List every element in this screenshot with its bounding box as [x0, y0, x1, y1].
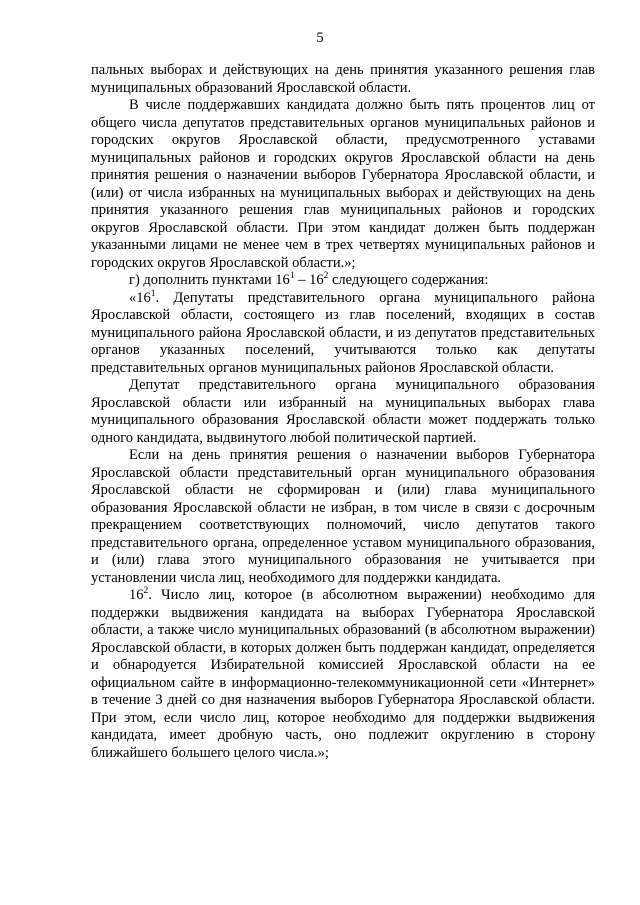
paragraph-unformed-body: Если на день принятия решения о назначении выборов Губернатора Ярославской области представительный орган муниципального образования Ярославской области не сформирован и (или) глава муниципального образования Ярославской области не избран, в том числе в связи с досрочным прекращением соответствующих полномочий, число депутатов такого представительного органа, определенное уставом муниципального образования, и (или) глава этого муниципального образования не учитывается при установлении числа лиц, необходимого для поддержки кандидата.: [91, 447, 595, 586]
paragraph-support-percentage: В числе поддержавших кандидата должно быть пять процентов лиц от общего числа депутатов представительных органов муниципальных районов и городских округов Ярославской области, предусмотренного уставами муниципальных районов и городских округов Ярославской области на день принятия решения о назначении выборов Губернатора Ярославской области, и (или) от числа избранных на муниципальных выборах и действующих на день принятия указанного решения глав муниципальных районов и городских округов Ярославской области. При этом кандидат должен быть поддержан указанными лицами не менее чем в трех четвертях муниципальных районов и городских округов Ярославской области.»;: [91, 97, 595, 271]
paragraph-deputy-support: Депутат представительного органа муниципального образования Ярославской области или избранный на муниципальных выборах глава муниципального образования Ярославской области может поддержать только одного кандидата, выдвинутого любой политической партией.: [91, 377, 595, 446]
document-body: [91, 62, 595, 762]
paragraph-point-16-1: «$16^1$. Депутаты представительного органа муниципального района Ярославской области, состоящего из глав поселений, входящих в состав муниципального района Ярославской области, и из депутатов представительных органов указанных поселений, учитываются только как депутаты представительных органов муниципальных районов Ярославской области.: [91, 288, 595, 376]
paragraph-continuation: пальных выборах и действующих на день принятия указанного решения глав муниципальных образований Ярославской области.: [91, 62, 595, 96]
paragraph-point-16-2: $16^2$. Число лиц, которое (в абсолютном выражении) необходимо для поддержки выдвижения кандидата на выборах Губернатора Ярославской области, а также число муниципальных образований (в абсолютном выражении) Ярославской области, в которых должен быть поддержан кандидат, определяется и обнародуется Избирательной комиссией Ярославской области на ее официальном сайте в информационно-телекоммуникационной сети «Интернет» в течение 3 дней со дня назначения выборов Губернатора Ярославской области. При этом, если число лиц, которое необходимо для поддержки выдвижения кандидата, имеет дробную часть, оно подлежит округлению в сторону ближайшего большего целого числа.»;: [91, 586, 595, 761]
page-number: 5: [316, 30, 324, 46]
paragraph-amendment-g: г) дополнить пунктами $16^1 - 16^2$ следующего содержания:: [129, 271, 489, 288]
